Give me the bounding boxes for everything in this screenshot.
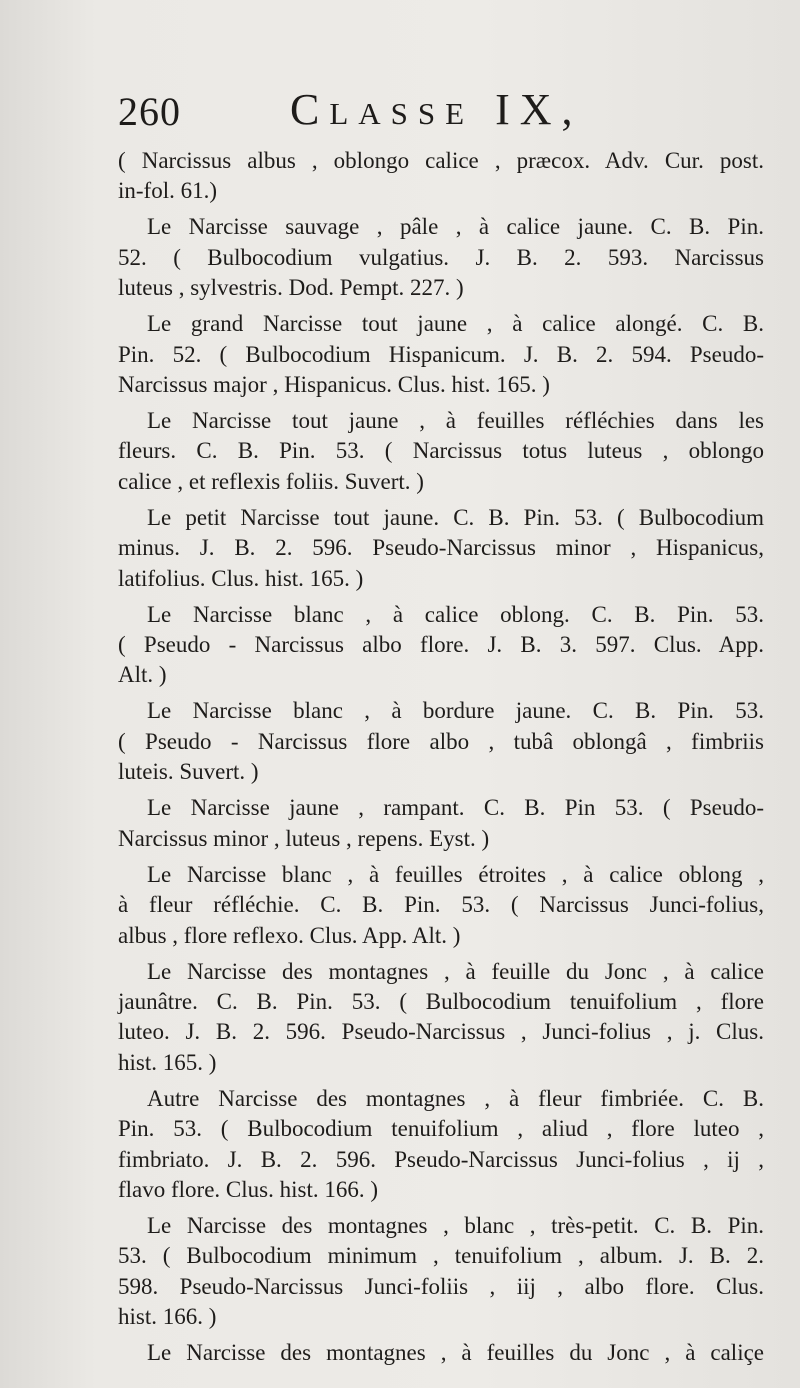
text-line: ( Narcissus albus , oblongo calice , præcox. Adv. Cur. post.: [118, 148, 764, 173]
text-line: Le grand Narcisse tout jaune , à calice alongé. C. B.: [147, 311, 764, 337]
text-line: Alt. ): [118, 662, 167, 688]
catalogue-entry: [118, 696, 764, 787]
text-line: Le petit Narcisse tout jaune. C. B. Pin. 53. ( Bulbocodium: [147, 504, 764, 530]
text-line: flavo flore. Clus. hist. 166. ): [118, 1176, 378, 1202]
catalogue-entry: [118, 406, 764, 497]
text-line: ( Pseudo - Narcissus albo flore. J. B. 3. 597. Clus. App.: [118, 632, 764, 658]
catalogue-entry: [118, 793, 764, 854]
text-line: Le Narcisse blanc , à bordure jaune. C. B. Pin. 53.: [147, 698, 764, 724]
text-line: Pin. 53. ( Bulbocodium tenuifolium , aliud , flore luteo ,: [118, 1116, 764, 1142]
text-line: Le Narcisse des montagnes , blanc , très-petit. C. B. Pin.: [147, 1212, 764, 1238]
catalogue-entry: [118, 860, 764, 951]
page-number: 260: [118, 89, 181, 134]
text-line: ( Pseudo - Narcissus flore albo , tubâ oblongâ , fimbriis: [118, 728, 764, 754]
text-line: 53. ( Bulbocodium minimum , tenuifolium , album. J. B. 2.: [118, 1243, 764, 1269]
text-line: calice , et reflexis foliis. Suvert. ): [118, 468, 424, 494]
text-line: Le Narcisse des montagnes , à feuille du Jonc , à calice: [147, 958, 764, 984]
text-line: 52. ( Bulbocodium vulgatius. J. B. 2. 593. Narcissus: [118, 244, 764, 270]
catalogue-entry: [118, 146, 764, 207]
catalogue-entry: [118, 212, 764, 303]
catalogue-entry: [118, 600, 764, 691]
catalogue-entry: [118, 1211, 764, 1333]
text-line: 598. Pseudo-Narcissus Junci-foliis , iij , albo flore. Clus.: [118, 1273, 764, 1299]
text-line: jaunâtre. C. B. Pin. 53. ( Bulbocodium tenuifolium , flore: [118, 988, 764, 1014]
text-line: Le Narcisse des montagnes , à feuilles du Jonc , à caliçe: [147, 1340, 764, 1366]
catalogue-entry: [118, 957, 764, 1079]
text-line: minus. J. B. 2. 596. Pseudo-Narcissus minor , Hispanicus,: [118, 535, 764, 561]
text-line: Le Narcisse jaune , rampant. C. B. Pin 53. ( Pseudo-: [147, 795, 764, 821]
text-line: luteis. Suvert. ): [118, 759, 259, 785]
text-line: Le Narcisse tout jaune , à feuilles réfléchies dans les: [147, 408, 764, 434]
text-line: hist. 165. ): [118, 1049, 217, 1075]
text-line: latifolius. Clus. hist. 165. ): [118, 565, 364, 591]
text-line: Le Narcisse sauvage , pâle , à calice jaune. C. B. Pin.: [147, 214, 764, 240]
text-line: hist. 166. ): [118, 1304, 217, 1330]
text-line: albus , flore reflexo. Clus. App. Alt. ): [118, 922, 461, 948]
text-line: fimbriato. J. B. 2. 596. Pseudo-Narcissus Junci-folius , ij ,: [118, 1146, 764, 1172]
page-header: [118, 84, 758, 140]
text-line: Narcissus minor , luteus , repens. Eyst. ): [118, 825, 490, 851]
catalogue-entry: [118, 1084, 764, 1206]
text-line: Narcissus major , Hispanicus. Clus. hist. 165. ): [118, 372, 550, 398]
body-text: [118, 146, 764, 1374]
text-line: luteo. J. B. 2. 596. Pseudo-Narcissus , Junci-folius , j. Clus.: [118, 1019, 764, 1045]
text-line: Le Narcisse blanc , à calice oblong. C. B. Pin. 53.: [147, 601, 764, 627]
text-line: Le Narcisse blanc , à feuilles étroites , à calice oblong ,: [147, 861, 764, 887]
text-line: luteus , sylvestris. Dod. Pempt. 227. ): [118, 275, 464, 301]
running-title: Classe IX,: [290, 85, 583, 134]
catalogue-entry: [118, 309, 764, 400]
text-line: Autre Narcisse des montagnes , à fleur fimbriée. C. B.: [147, 1085, 764, 1111]
text-line: Pin. 52. ( Bulbocodium Hispanicum. J. B. 2. 594. Pseudo-: [118, 341, 764, 367]
catalogue-entry: [118, 1338, 764, 1368]
catalogue-entry: [118, 503, 764, 594]
text-line: fleurs. C. B. Pin. 53. ( Narcissus totus luteus , oblongo: [118, 438, 764, 464]
text-line: in-fol. 61.): [118, 178, 218, 204]
text-line: à fleur réfléchie. C. B. Pin. 53. ( Narcissus Junci-folius,: [118, 892, 764, 918]
